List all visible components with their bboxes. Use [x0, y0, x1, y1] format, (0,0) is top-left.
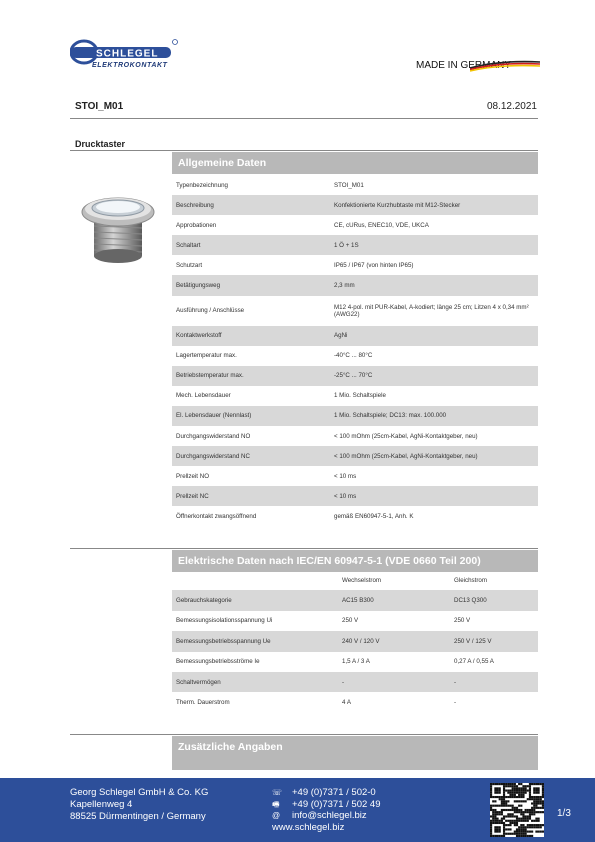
spec-row	[172, 366, 538, 386]
elec-value: 250 V / 125 V	[450, 631, 538, 651]
section-divider	[70, 150, 538, 151]
spec-row	[172, 406, 538, 426]
elec-row	[172, 672, 538, 692]
spec-value: CE, cURus, ENEC10, VDE, UKCA	[334, 221, 429, 229]
spec-value: < 10 ms	[330, 486, 538, 506]
document-id: STOI_M01	[75, 101, 124, 112]
elec-value: 250 V	[342, 617, 359, 625]
elec-row	[172, 590, 538, 610]
spec-key: Approbationen	[176, 221, 217, 229]
elec-value: 240 V / 120 V	[338, 631, 450, 651]
spec-value: -25°C ... 70°C	[330, 366, 538, 386]
email-icon: @	[272, 811, 281, 820]
company-name: Georg Schlegel GmbH & Co. KG	[70, 787, 209, 798]
spec-key: Schaltart	[172, 235, 330, 255]
spec-value: IP65 / IP67 (von hinten IP65)	[334, 261, 414, 269]
spec-key: Betriebstemperatur max.	[172, 366, 330, 386]
pushbutton-product-image	[80, 188, 156, 268]
elec-column-header: Gleichstrom	[454, 576, 488, 584]
spec-key: Öffnerkontakt zwangsöffnend	[176, 512, 257, 520]
german-flag-swoosh	[470, 58, 540, 72]
spec-value: gemäß EN60947-5-1, Anh. K	[334, 512, 414, 520]
spec-value: AgNi	[330, 326, 538, 346]
spec-row	[172, 255, 538, 275]
spec-value: < 100 mOhm (25cm-Kabel, AgNi-Kontaktgeber, neu)	[334, 432, 478, 440]
spec-row	[172, 466, 538, 486]
phone-number[interactable]: +49 (0)7371 / 502-0	[292, 787, 376, 798]
elec-key: Bemessungsisolationsspannung Ui	[176, 617, 273, 625]
spec-row	[172, 235, 538, 255]
elec-value: AC15 B300	[338, 590, 450, 610]
spec-value: STOI_M01	[334, 181, 364, 189]
spec-key: El. Lebensdauer (Nennlast)	[172, 406, 330, 426]
fax-icon: 🖷	[272, 799, 280, 809]
elec-column-header: Wechselstrom	[342, 576, 382, 584]
spec-key: Durchgangswiderstand NC	[172, 446, 330, 466]
spec-key: Ausführung / Anschlüsse	[176, 307, 245, 315]
spec-row	[172, 506, 538, 526]
footer	[0, 778, 595, 842]
general-data-table	[172, 175, 538, 527]
spec-value: 2,3 mm	[330, 275, 538, 295]
elec-value: DC13 Q300	[450, 590, 538, 610]
email-link[interactable]: info@schlegel.biz	[292, 810, 367, 821]
company-address	[70, 787, 208, 823]
elec-header-row	[172, 570, 538, 590]
spec-key: Beschreibung	[172, 195, 330, 215]
additional-info-heading: Zusätzliche Angaben	[172, 736, 538, 770]
spec-value: Konfektionierte Kurzhubtaste mit M12-Stecker	[330, 195, 538, 215]
spec-key: Betätigungsweg	[172, 275, 330, 295]
elec-key: Bemessungsbetriebsspannung Ue	[172, 631, 338, 651]
spec-value: 1 Ö + 1S	[330, 235, 538, 255]
additional-divider	[70, 734, 538, 735]
spec-key: Prellzeit NO	[176, 472, 210, 480]
spec-value: < 10 ms	[334, 472, 357, 480]
qr-code	[490, 783, 544, 837]
product-category: Drucktaster	[75, 139, 126, 149]
elec-key: Therm. Dauerstrom	[176, 699, 230, 707]
elec-header-empty	[172, 570, 338, 590]
elec-value: -	[338, 672, 450, 692]
page-number: 1/3	[557, 808, 571, 819]
spec-row	[172, 326, 538, 346]
general-data-heading: Allgemeine Daten	[172, 152, 538, 174]
spec-key: Prellzeit NC	[172, 486, 330, 506]
street: Kapellenweg 4	[70, 799, 133, 810]
elec-row	[172, 652, 538, 672]
spec-row	[172, 486, 538, 506]
elec-row	[172, 631, 538, 651]
made-in-label: MADE IN GERMANY	[416, 60, 512, 71]
spec-row	[172, 195, 538, 215]
spec-value: < 100 mOhm (25cm-Kabel, AgNi-Kontaktgeber, neu)	[330, 446, 538, 466]
spec-value: 1 Mio. Schaltspiele	[334, 392, 386, 400]
document-date: 08.12.2021	[486, 101, 537, 112]
electrical-divider	[70, 548, 538, 549]
electrical-data-table	[172, 570, 538, 713]
elec-key: Schaltvermögen	[172, 672, 338, 692]
spec-row	[172, 175, 538, 195]
elec-row	[172, 692, 538, 712]
elec-value: -	[450, 672, 538, 692]
spec-row	[172, 275, 538, 295]
svg-text:SCHLEGEL: SCHLEGEL	[96, 48, 159, 60]
spec-value: M12 4-pol. mit PUR-Kabel, A-kodiert; länge 25 cm; Litzen 4 x 0,34 mm² (AWG22)	[334, 303, 529, 318]
spec-row	[172, 346, 538, 366]
elec-value: 1,5 A / 3 A	[342, 658, 370, 666]
spec-row	[172, 426, 538, 446]
city: 88525 Dürmentingen / Germany	[70, 811, 206, 822]
elec-value: 0,27 A / 0,55 A	[454, 658, 494, 666]
spec-key: Mech. Lebensdauer	[176, 392, 231, 400]
electrical-data-heading: Elektrische Daten nach IEC/EN 60947-5-1 (VDE 0660 Teil 200)	[172, 550, 538, 572]
spec-row	[172, 446, 538, 466]
elec-value: -	[454, 699, 457, 707]
elec-row	[172, 611, 538, 631]
spec-value: -40°C ... 80°C	[334, 352, 373, 360]
header-divider	[70, 118, 538, 119]
spec-row	[172, 386, 538, 406]
elec-key: Gebrauchskategorie	[172, 590, 338, 610]
spec-key: Kontaktwerkstoff	[172, 326, 330, 346]
spec-key: Durchgangswiderstand NO	[176, 432, 251, 440]
fax-number: +49 (0)7371 / 502 49	[292, 798, 381, 810]
spec-key: Typenbezeichnung	[176, 181, 228, 189]
contact-block	[272, 787, 380, 833]
spec-value: 1 Mio. Schaltspiele; DC13: max. 100.000	[330, 406, 538, 426]
logo-subtitle: ELEKTROKONTAKT	[92, 62, 168, 69]
spec-key: Schutzart	[176, 261, 203, 269]
website-link[interactable]: www.schlegel.biz	[272, 821, 345, 833]
elec-value: 4 A	[342, 699, 351, 707]
spec-key: Lagertemperatur max.	[176, 352, 237, 360]
elec-key: Bemessungsbetriebsströme Ie	[176, 658, 260, 666]
spec-row	[172, 296, 538, 326]
spec-row	[172, 215, 538, 235]
elec-value: 250 V	[454, 617, 471, 625]
phone-icon: ☏	[272, 788, 283, 797]
